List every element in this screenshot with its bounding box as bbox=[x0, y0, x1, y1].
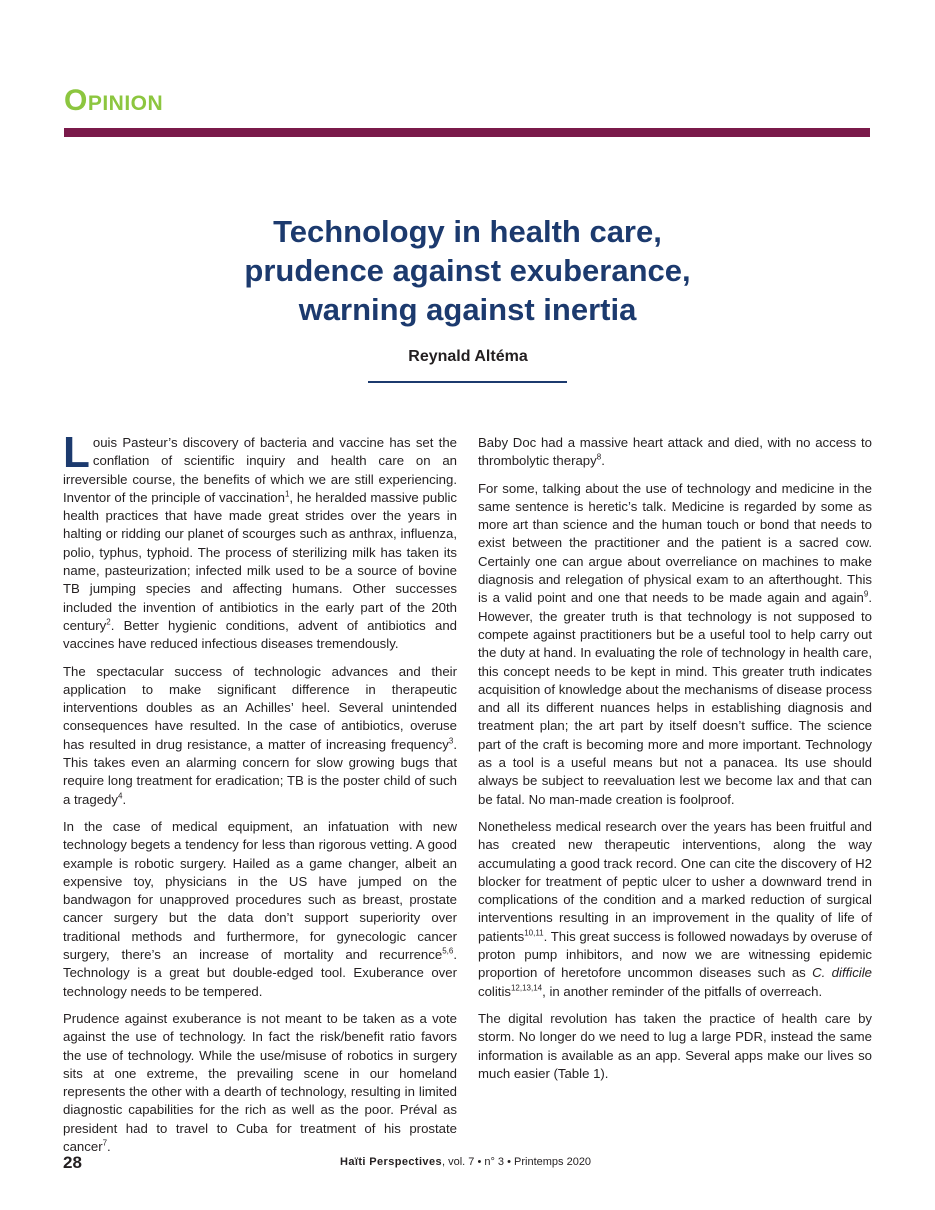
journal-name: Haïti Perspectives bbox=[340, 1156, 442, 1168]
citation: 4 bbox=[118, 791, 123, 801]
paragraph: Prudence against exuberance is not meant to be taken as a vote against the use of technology. In fact the risk/benefit ratio favors the use of technology. While the use/misuse of robotics in surgery sits at one extreme, the prevailing scene in our homeland represents the other with a dearth of technology, resulting in limited diagnostic capabilities for the rich as well as the poor. Préval as president had to travel to Cuba for treatment of his prostate cancer$^7$. bbox=[63, 1010, 457, 1154]
paragraph: The digital revolution has taken the practice of health care by storm. No longer do we need to lug a large PDR, instead the same information is available as an app. Several apps make our lives so much easier (Table 1). bbox=[478, 1010, 872, 1081]
citation: 5,6 bbox=[442, 946, 454, 956]
journal-citation bbox=[340, 1156, 591, 1168]
citation: 1 bbox=[284, 489, 290, 499]
title-line-2: prudence against exuberance, bbox=[244, 253, 691, 288]
citation: 8 bbox=[596, 452, 602, 462]
citation: 7 bbox=[102, 1138, 108, 1148]
citation: 9 bbox=[863, 589, 869, 599]
paragraph: For some, talking about the use of technology and medicine in the same sentence is heretic’s talk. Medicine is regarded by some as more art than science and the human touch or bond that needs to exist between the practitioner and the patient is a sacred cow. Certainly one can argue about overreliance on machines to make diagnosis and relegation of physical exam to an afterthought. This is a valid point and one that needs to be made again and again$^9$. However, the greater truth is that technology is not supposed to compete against practitioners but be a useful tool to help carry out the duty at hand. In evaluating the role of technology in health care, this concept needs to be kept in mind. This greater truth indicates acquisition of knowledge about the mechanisms of disease process and all its different nuances helps in establishing diagnosis and treatment plan; the art part by itself doesn’t suffice. The science part of the craft is becoming more and more important. Technology as a tool is a useful means but not a panacea. Its use should always be subject to reevaluation lest we become lax and that can be fatal. No man-made creation is foolproof. bbox=[478, 480, 872, 807]
citation: 2 bbox=[106, 617, 111, 627]
species-name: C. difficile bbox=[812, 965, 872, 981]
paragraph: The spectacular success of technologic advances and their application to make significant difference in therapeutic interventions doubles as an Achilles’ heel. Several unintended consequences have resulted. In the case of antibiotics, overuse has resulted in drug resistance, a matter of increasing frequency$^3$. This takes even an alarming concern for slow growing bugs that require long treatment for eradication; TB is the poster child of such a tragedy$^4$. bbox=[63, 663, 457, 807]
article-title bbox=[150, 212, 785, 329]
section-heading: Opinion bbox=[64, 84, 164, 117]
paragraph: Louis Pasteur’s discovery of bacteria and vaccine has set the conflation of scientific inquiry and health care on an irreversible course, the benefits of which we are still experiencing. Inventor of the principle of vaccination$^1$, he heralded massive public health practices that have made great strides over the years in halting or ridding our planet of scourges such as anthrax, influenza, polio, typhus, typhoid. The process of sterilizing milk has taken its name, pasteurization; infected milk used to be a source of bovine TB jumping species and affecting humans. Other successes included the invention of antibiotics in the early part of the 20th century$^2$. Better hygienic conditions, advent of antibiotics and vaccines have reduced infectious diseases tremendously. bbox=[63, 428, 457, 652]
drop-cap: L bbox=[63, 428, 90, 477]
citation: 3 bbox=[448, 736, 454, 746]
paragraph: Baby Doc had a massive heart attack and died, with no access to thrombolytic therapy$^8$. bbox=[478, 435, 872, 469]
citation: 10,11 bbox=[524, 928, 544, 938]
author-name: Reynald Altéma bbox=[408, 348, 528, 365]
author-rule bbox=[368, 381, 567, 383]
issue-info: , vol. 7 • n° 3 • Printemps 2020 bbox=[441, 1156, 592, 1168]
right-column bbox=[478, 434, 872, 1092]
left-column bbox=[63, 428, 457, 1165]
paragraph: Nonetheless medical research over the years has been fruitful and has created new therapeutic interventions, along the way accumulating a good track record. One can cite the discovery of H2 blocker for treatment of peptic ulcer to usher a downward trend in complications of the condition and a marked reduction of surgical interventions resulting in an improvement in the quality of life of patients$^{10,11}$. This great success is followed nowadays by overuse of proton pump inhibitors, and now we are witnessing epidemic proportion of heretofore uncommon diseases such as C. difficile colitis$^{12,13,14}$, in another reminder of the pitfalls of overreach. bbox=[478, 818, 872, 999]
citation: 12,13,14 bbox=[510, 983, 543, 993]
title-line-3: warning against inertia bbox=[298, 292, 637, 327]
paragraph: In the case of medical equipment, an infatuation with new technology begets a tendency for less than rigorous vetting. A good example is robotic surgery. Hailed as a game changer, albeit an expensive toy, physicians in the US have jumped on the bandwagon for unapproved procedures such as breast, prostate cancer surgery but the data don’t support superiority over traditional methods and furthermore, for gynecologic cancer surgery, there’s an increase of mortality and recurrence$^{5,6}$. Technology is a great but double-edged tool. Exuberance over technology needs to be tempered. bbox=[63, 818, 457, 999]
header-rule bbox=[64, 128, 870, 137]
title-line-1: Technology in health care, bbox=[273, 214, 662, 249]
page-number: 28 bbox=[63, 1153, 82, 1172]
